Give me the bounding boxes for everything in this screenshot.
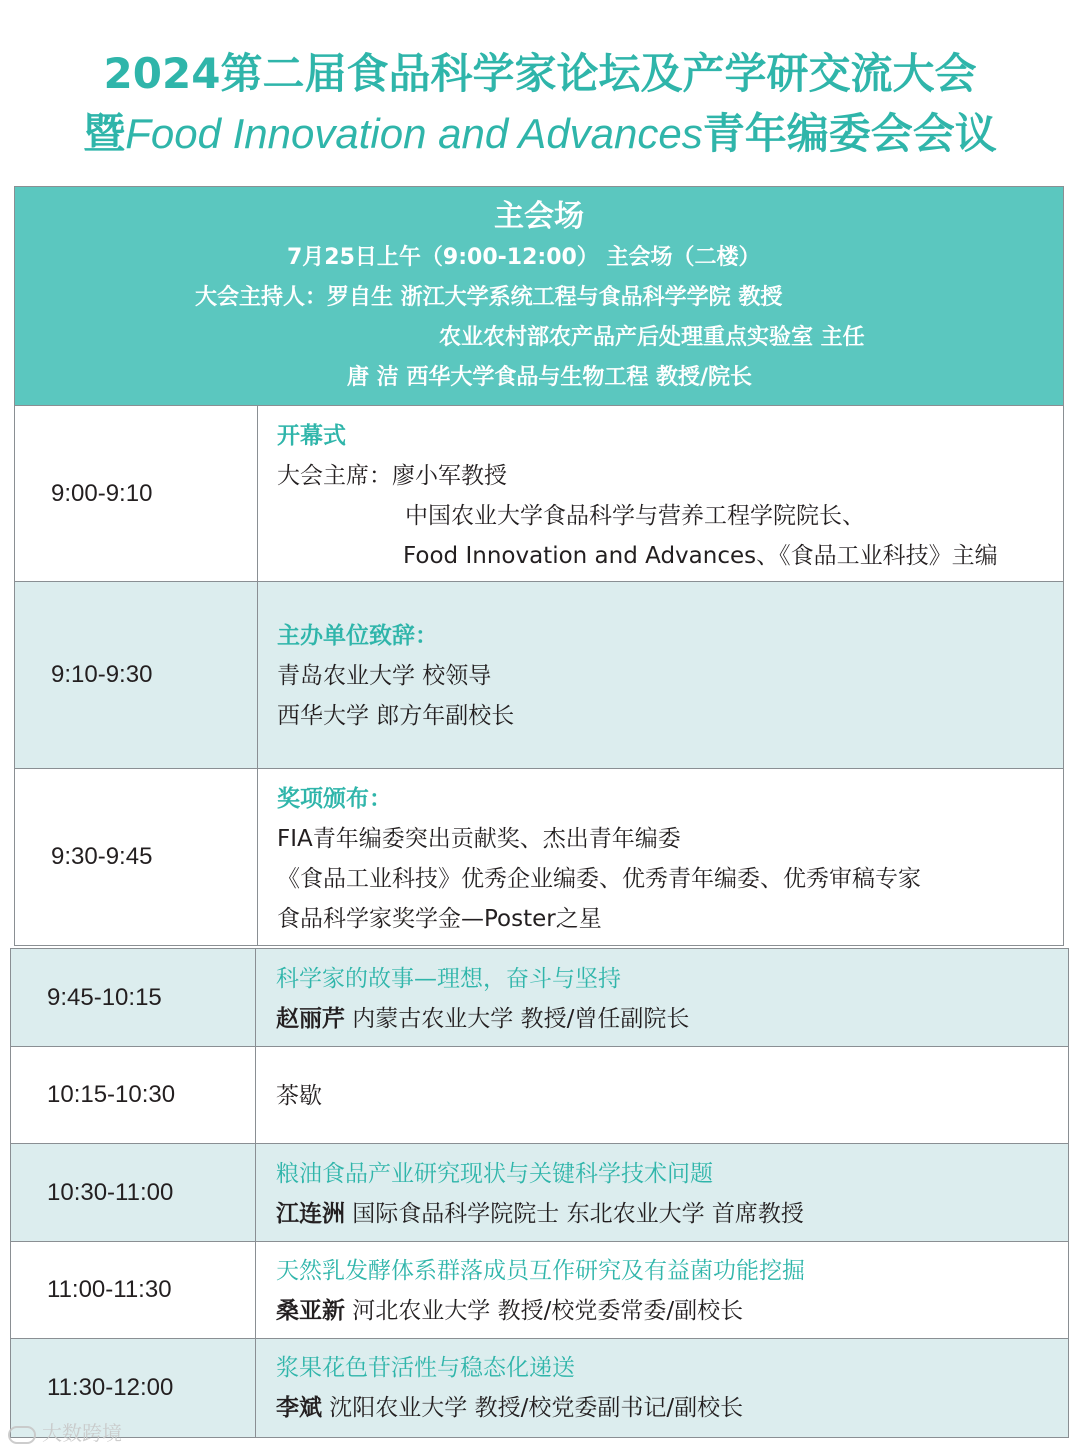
- column-divider: [257, 406, 258, 581]
- session-content: [276, 959, 689, 1039]
- schedule-row: [10, 1338, 1069, 1438]
- speaker-name: 桑亚新: [276, 1298, 345, 1324]
- session-time: 10:30-11:00: [47, 1178, 174, 1206]
- column-divider: [255, 1242, 256, 1338]
- column-divider: [255, 949, 256, 1046]
- talk-topic: 浆果花色苷活性与稳态化递送: [276, 1355, 575, 1381]
- talk-speaker-line: [276, 1194, 804, 1234]
- session-time: 10:15-10:30: [47, 1081, 176, 1108]
- session-line: Food Innovation and Advances、《食品工业科技》主编: [403, 543, 998, 569]
- talk-topic: 科学家的故事—理想，奋斗与坚持: [276, 966, 621, 992]
- session-line: FIA青年编委突出贡献奖、杰出青年编委: [277, 826, 681, 852]
- watermark: [8, 1420, 122, 1446]
- session-time: 9:45-10:15: [47, 983, 162, 1011]
- speaker-name: 李斌: [276, 1395, 322, 1421]
- session-line: 食品科学家奖学金—Poster之星: [277, 906, 602, 932]
- schedule-row: [14, 768, 1064, 946]
- session-time: 11:00-11:30: [47, 1276, 172, 1303]
- speaker-affiliation: 沈阳农业大学 教授/校党委副书记/副校长: [322, 1395, 744, 1421]
- session-title: 主办单位致辞：: [277, 623, 438, 649]
- session-line: 西华大学 郎方年副校长: [277, 703, 515, 729]
- session-line: 《食品工业科技》优秀企业编委、优秀青年编委、优秀审稿专家: [277, 866, 921, 892]
- session-content: [276, 1076, 322, 1116]
- schedule-row: [10, 1143, 1069, 1242]
- date-line: 7月25日上午（9:00-12:00） 主会场（二楼）: [287, 245, 761, 270]
- session-time: 9:00-9:10: [51, 479, 153, 507]
- column-divider: [257, 582, 258, 768]
- session-content: [277, 416, 998, 576]
- session-time: 9:10-9:30: [51, 661, 153, 688]
- session-time: 9:30-9:45: [51, 843, 153, 870]
- talk-speaker-line: [276, 1388, 743, 1428]
- schedule-row: [10, 1046, 1069, 1144]
- break-label: 茶歇: [276, 1083, 322, 1109]
- session-line: 大会主席：廖小军教授: [277, 463, 507, 489]
- page-subtitle: [0, 104, 1080, 164]
- column-divider: [255, 1339, 256, 1437]
- column-divider: [257, 769, 258, 945]
- column-divider: [255, 1144, 256, 1241]
- schedule-row: [10, 948, 1069, 1047]
- watermark-text: 大数跨境: [42, 1421, 122, 1445]
- session-title: 奖项颁布：: [277, 786, 392, 812]
- venue-name: 主会场: [494, 199, 584, 234]
- speaker-affiliation: 内蒙古农业大学 教授/曾任副院长: [345, 1006, 690, 1032]
- host-line-2: 农业农村部农产品产后处理重点实验室 主任: [439, 325, 865, 350]
- subtitle-prefix: 暨: [83, 109, 126, 158]
- subtitle-suffix: 青年编委会会议: [702, 109, 997, 158]
- session-content: [276, 1348, 743, 1428]
- page-title: 2024第二届食品科学家论坛及产学研交流大会: [103, 49, 977, 98]
- session-line: 青岛农业大学 校领导: [277, 663, 492, 689]
- speaker-name: 江连洲: [276, 1201, 345, 1227]
- speaker-affiliation: 河北农业大学 教授/校党委常委/副校长: [345, 1298, 744, 1324]
- schedule-row: [14, 405, 1064, 582]
- host-line-1: 大会主持人：罗自生 浙江大学系统工程与食品科学学院 教授: [195, 285, 783, 310]
- session-content: [277, 616, 514, 736]
- session-title: 开幕式: [277, 423, 346, 449]
- session-content: [276, 1154, 804, 1234]
- schedule-row: [10, 1241, 1069, 1339]
- talk-topic: 粮油食品产业研究现状与关键科学技术问题: [276, 1161, 713, 1187]
- session-content: [276, 1251, 805, 1331]
- session-line: 中国农业大学食品科学与营养工程学院院长、: [405, 503, 865, 529]
- watermark-logo-icon: [8, 1426, 36, 1444]
- column-divider: [255, 1047, 256, 1143]
- schedule-header: [14, 186, 1064, 406]
- speaker-affiliation: 国际食品科学院院士 东北农业大学 首席教授: [345, 1201, 804, 1227]
- talk-topic: 天然乳发酵体系群落成员互作研究及有益菌功能挖掘: [276, 1258, 805, 1284]
- host-line-3: 唐 洁 西华大学食品与生物工程 教授/院长: [347, 365, 753, 390]
- talk-speaker-line: [276, 1291, 805, 1331]
- talk-speaker-line: [276, 999, 689, 1039]
- schedule-row: [14, 581, 1064, 769]
- session-time: 11:30-12:00: [47, 1374, 174, 1401]
- subtitle-journal-name: Food Innovation and Advances: [125, 110, 703, 157]
- speaker-name: 赵丽芹: [276, 1006, 345, 1032]
- session-content: [277, 779, 921, 939]
